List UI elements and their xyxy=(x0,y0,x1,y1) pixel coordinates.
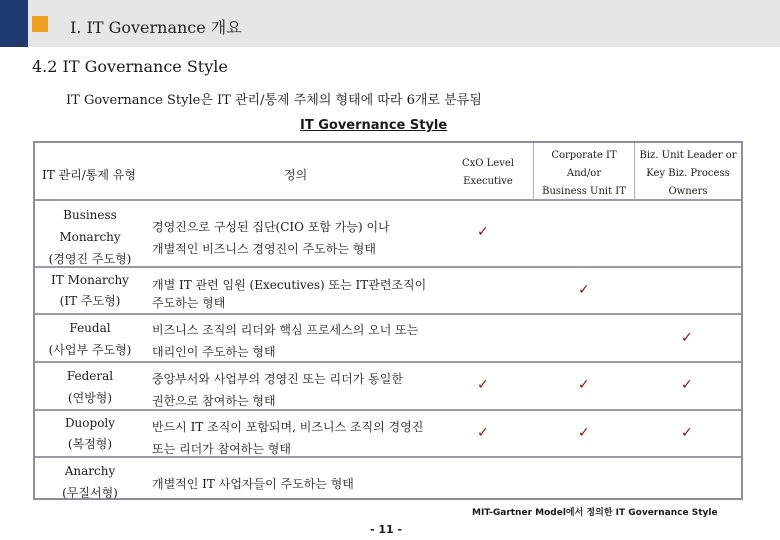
row-type-line: Monarchy xyxy=(59,230,121,244)
row-type-line: (IT 주도형) xyxy=(59,294,121,308)
header-cxo-1: CxO Level xyxy=(462,158,514,169)
check-icon: ✓ xyxy=(477,224,489,240)
check-icon: ✓ xyxy=(681,425,693,441)
header-bizunit-1: Biz. Unit Leader or xyxy=(639,150,737,161)
page-number: - 11 - xyxy=(370,523,403,536)
row-definition-line: 반드시 IT 조직이 포함되며, 비즈니스 조직의 경영진 xyxy=(152,420,424,434)
row-type-line: (경영진 주도형) xyxy=(48,252,132,266)
row-type-line: (연방형) xyxy=(67,391,113,405)
section-title: 4.2 IT Governance Style xyxy=(32,57,228,76)
row-definition-line: 주도하는 형태 xyxy=(152,296,226,310)
check-icon: ✓ xyxy=(477,377,489,393)
row-definition-line: 권한으로 참여하는 형태 xyxy=(152,394,276,408)
row-definition-line: 대리인이 주도하는 형태 xyxy=(152,345,276,359)
check-icon: ✓ xyxy=(578,282,590,298)
row-type-line: (사업부 주도형) xyxy=(48,343,132,357)
row-definition-line: 개별 IT 관련 임원 (Executives) 또는 IT관련조직이 xyxy=(152,278,427,292)
header-corporate-1: Corporate IT xyxy=(551,150,617,161)
row-divider xyxy=(35,361,741,363)
header-bizunit-2: Key Biz. Process xyxy=(646,168,730,179)
header-corporate-2: And/or xyxy=(566,168,602,179)
check-icon: ✓ xyxy=(578,377,590,393)
row-type-line: Federal xyxy=(66,369,114,383)
row-type-line: Business xyxy=(63,208,117,222)
footnote: MIT-Gartner Model에서 정의한 IT Governance Style xyxy=(472,508,718,518)
row-type-line: (무질서형) xyxy=(62,486,118,500)
row-type-line: IT Monarchy xyxy=(51,273,129,287)
row-type-line: (복점형) xyxy=(67,437,113,451)
header-bizunit-3: Owners xyxy=(668,186,708,197)
row-type-line: Duopoly xyxy=(64,416,116,430)
header-nav-block xyxy=(0,0,28,47)
column-divider xyxy=(634,143,635,199)
row-divider xyxy=(35,456,741,458)
header-cxo-2: Executive xyxy=(463,176,513,187)
check-icon: ✓ xyxy=(578,425,590,441)
row-definition-line: 중앙부서와 사업부의 경영진 또는 리더가 동일한 xyxy=(152,372,403,386)
header-accent-square xyxy=(32,16,48,32)
row-divider xyxy=(35,313,741,315)
check-icon: ✓ xyxy=(681,377,693,393)
row-definition-line: 경영진으로 구성된 집단(CIO 포함 가능) 이나 xyxy=(152,220,390,234)
check-icon: ✓ xyxy=(681,330,693,346)
header-definition: 정의 xyxy=(284,168,308,182)
summary-text: IT Governance Style은 IT 관리/통제 주체의 형태에 따라 6개로 분류됨 xyxy=(66,93,482,108)
row-type-line: Anarchy xyxy=(64,464,116,478)
check-icon: ✓ xyxy=(477,425,489,441)
table-title: IT Governance Style xyxy=(300,118,448,133)
row-type-line: Feudal xyxy=(69,321,111,335)
header-title: Ⅰ. IT Governance 개요 xyxy=(70,18,242,37)
row-definition-line: 개별적인 비즈니스 경영진이 주도하는 형태 xyxy=(152,242,376,256)
row-definition-line: 비즈니스 조직의 리더와 핵심 프로세스의 오너 또는 xyxy=(152,323,419,337)
header-type: IT 관리/통제 유형 xyxy=(42,168,136,182)
row-definition-line: 개별적인 IT 사업자들이 주도하는 형태 xyxy=(152,477,354,491)
row-divider xyxy=(35,199,741,201)
row-definition-line: 또는 리더가 참여하는 형태 xyxy=(152,442,291,456)
row-divider xyxy=(35,409,741,411)
header-corporate-3: Business Unit IT xyxy=(542,186,626,197)
